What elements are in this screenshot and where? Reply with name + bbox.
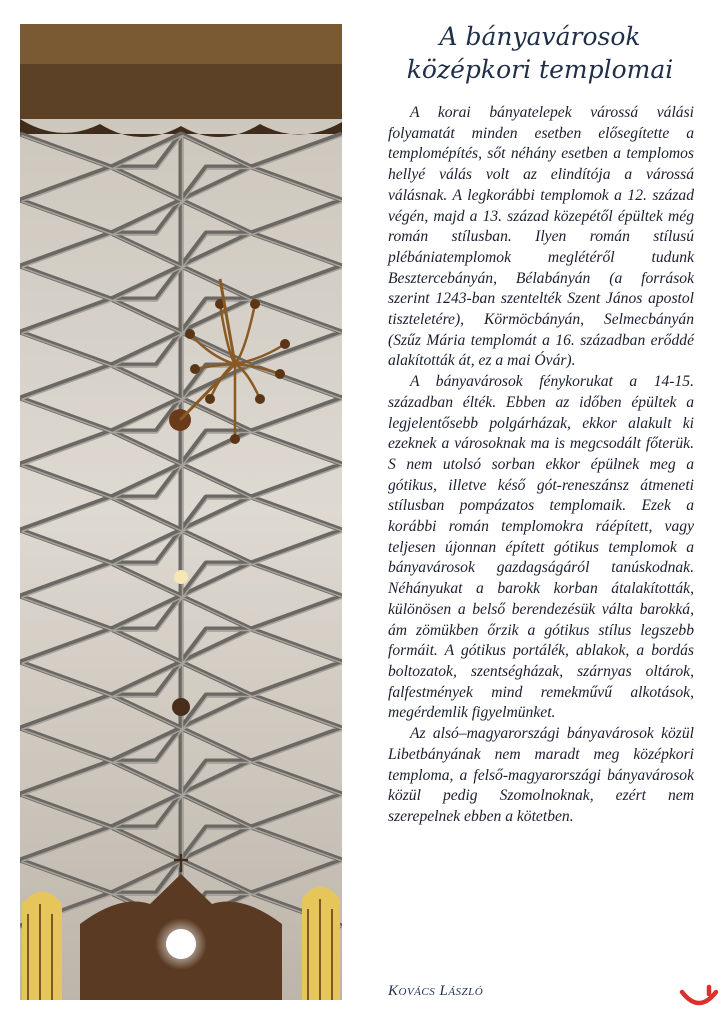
- church-ceiling-photo: [20, 24, 342, 1000]
- title-line-1: A bányavárosok: [439, 22, 641, 51]
- title-line-2: középkori templomai: [406, 55, 674, 84]
- paragraph: A korai bányatelepek várossá válási folyamatát minden esetben elősegítette a templomépítés, sőt néhány esetben a templomos hellyé válás volt az elindítója a várossá válásnak. A legkorábbi templomok a 12. század végén, majd a 13. század közepétől épültek még román stílusban. Ilyen román stílusú plébániatemplomok meglétéről tudunk Besztercebányán, Bélabányán (a források szerint 1243-ban szentelték Szent János apostol tiszteletére), Körmöcbányán, Selmecbányán (Szűz Mária templomát a 16. században erőddé alakították át, ez a mai Óvár).: [388, 104, 694, 370]
- article-body: [388, 103, 694, 828]
- author-name: Kovács László: [388, 983, 484, 999]
- article-title: [380, 20, 700, 86]
- vaulted-ceiling-image: [20, 24, 342, 1000]
- paragraph: Az alsó–magyarországi bányavárosok közül Libetbányának nem maradt meg középkori temploma, a felső-magyarországi bányavárosok közül pedig Szomolnoknak, ezért nem szerepelnek ebben a kötetben.: [388, 725, 694, 825]
- paragraph: A bányavárosok fénykorukat a 14-15. században élték. Ebben az időben épültek a legjelentősebb polgárházak, ekkor alakult ki ezeknek a városoknak ma is megcsodált főterük. S nem utolsó sorban ekkor épülnek meg a gótikus, illetve késő gót-reneszánsz átmeneti stílusban pompázatos templomaik. Ezek a korábbi román templomokra ráépített, vagy teljesen újonnan épített gótikus templomok a bányavárosok gazdagságáról tanúskodnak. Néhányukat a barokk korban átalakították, különösen a belső berendezésük válta barokká, ám zömükben őrzik a gótikus stílus legszebb formáit. A gótikus portálék, ablakok, a bordás boltozatok, szentségházak, szárnyas oltárok, falfestmények mind remekművű alkotások, megérdemlik figyelmünket.: [388, 373, 694, 722]
- smile-logo-icon: [678, 984, 720, 1014]
